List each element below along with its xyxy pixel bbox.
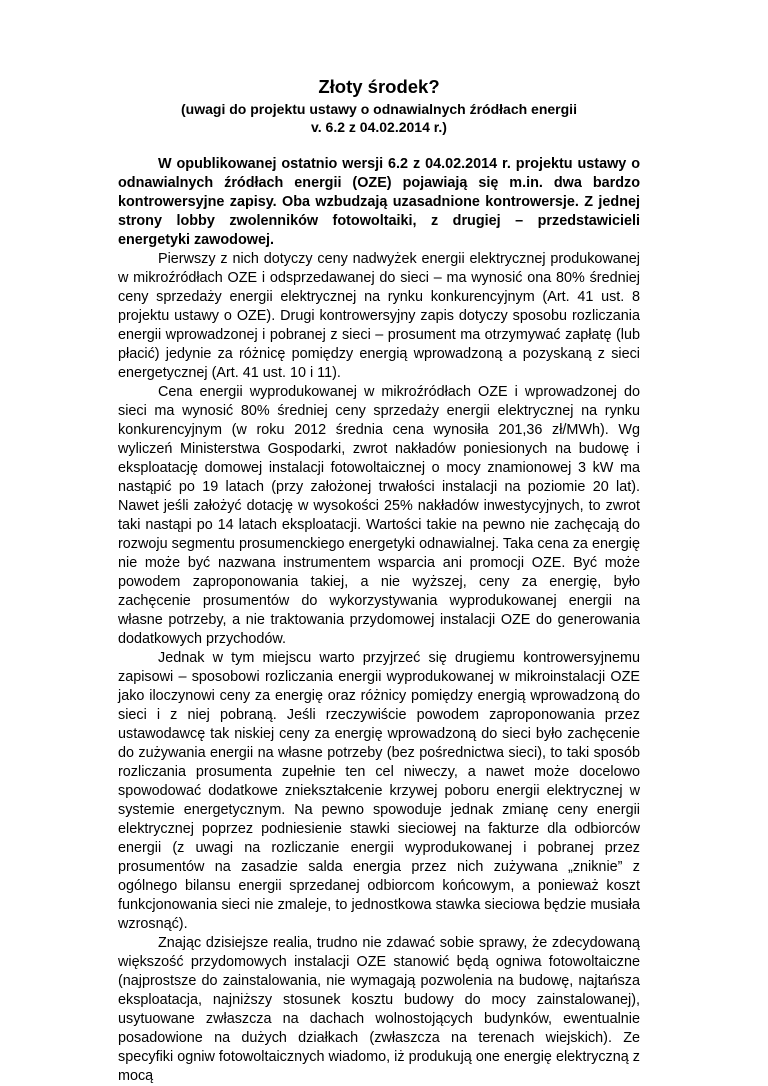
document-subtitle-line-1: (uwagi do projektu ustawy o odnawialnych źródłach energii bbox=[181, 101, 577, 117]
lead-paragraph: W opublikowanej ostatnio wersji 6.2 z 04.02.2014 r. projektu ustawy o odnawialnych źródłach energii (OZE) pojawiają się m.in. dwa bardzo kontrowersyjne zapisy. Oba wzbudzają uzasadnione kontrowersje. Z jednej strony lobby zwolenników fotowoltaiki, z drugiej – przedstawicieli energetyki zawodowej. bbox=[118, 156, 640, 248]
spacer bbox=[118, 136, 640, 155]
body-paragraph-2: Cena energii wyprodukowanej w mikroźródłach OZE i wprowadzonej do sieci ma wynosić 80% średniej ceny sprzedaży energii elektrycznej na rynku konkurencyjnym (w roku 2012 średnia cena wynosiła 201,36 zł/MWh). Wg wyliczeń Ministerstwa Gospodarki, zwrot nakładów poniesionych na budowę i eksploatację domowej instalacji fotowoltaicznej o mocy znamionowej 3 kW ma nastąpić po 19 latach (przy założonej trwałości instalacji na poziomie 20 lat). Nawet jeśli założyć dotację w wysokości 25% nakładów inwestycyjnych, to zwrot taki nastąpi po 14 latach eksploatacji. Wartości takie na pewno nie zachęcają do rozwoju segmentu prosumenckiego energetyki odnawialnej. Taka cena za energię nie może być nazwana instrumentem wsparcia ani promocji OZE. Być może powodem zaproponowania takiej, a nie wyższej, ceny za energię, było zachęcenie prosumentów do wykorzystywania wyprodukowanej energii na własne potrzeby, a nie traktowania przydomowej instalacji OZE do generowania dodatkowych przychodów. bbox=[118, 384, 640, 647]
body-paragraph-4: Znając dzisiejsze realia, trudno nie zdawać sobie sprawy, że zdecydowaną większość przydomowych instalacji OZE stanowić będą ogniwa fotowoltaiczne (najprostsze do zainstalowania, nie wymagają pozwolenia na budowę, najtańsza eksploatacja, najniższy stosunek kosztu budowy do mocy zainstalowanej), usytuowane zwłaszcza na dachach wolnostojących budynków, ewentualnie posadowione na dużych działkach (zwłaszcza na terenach wiejskich). Ze specyfiki ogniw fotowoltaicznych wiadomo, iż produkują one energię elektryczną z mocą bbox=[118, 935, 640, 1084]
body-paragraph-1: Pierwszy z nich dotyczy ceny nadwyżek energii elektrycznej produkowanej w mikroźródłach OZE i odsprzedawanej do sieci – ma wynosić ona 80% średniej ceny sprzedaży energii elektrycznej na rynku konkurencyjnym (Art. 41 ust. 8 projektu ustawy o OZE). Drugi kontrowersyjny zapis dotyczy sposobu rozliczania energii wprowadzonej i pobranej z sieci – prosument ma otrzymywać zapłatę (lub płacić) jedynie za różnicę pomiędzy energią wprowadzoną a pozyskaną z sieci energetycznej (Art. 41 ust. 10 i 11). bbox=[118, 251, 640, 381]
document-title: Złoty środek? bbox=[318, 76, 440, 97]
body-paragraph-3: Jednak w tym miejscu warto przyjrzeć się drugiemu kontrowersyjnemu zapisowi – sposobowi rozliczania energii wyprodukowanej w mikroinstalacji OZE jako iloczynowi ceny za energię oraz różnicy pomiędzy energią wprowadzoną do sieci i z niej pobraną. Jeśli rzeczywiście powodem zaproponowania przez ustawodawcę tak niskiej ceny za energię wprowadzoną do sieci było zachęcenie do zużywania energii na własne potrzeby (bez pośrednictwa sieci), to taki sposób rozliczania prosumenta zupełnie ten cel niweczy, a nawet może docelowo spowodować dodatkowe zniekształcenie krzywej poboru energii elektrycznej w systemie energetycznym. Na pewno spowoduje jednak zmianę ceny energii elektrycznej poprzez podniesienie stawki sieciowej na fakturze dla odbiorców energii (z uwagi na rozliczanie energii wyprodukowanej i pobranej przez prosumentów na zasadzie salda energia przez nich zużywana „zniknie” z ogólnego bilansu energii sprzedanej odbiorcom końcowym, a ponieważ koszt funkcjonowania sieci nie zmaleje, to jednostkowa stawka sieciowa będzie musiała wzrosnąć). bbox=[118, 650, 640, 932]
document-subtitle-line-2: v. 6.2 z 04.02.2014 r.) bbox=[311, 119, 447, 135]
